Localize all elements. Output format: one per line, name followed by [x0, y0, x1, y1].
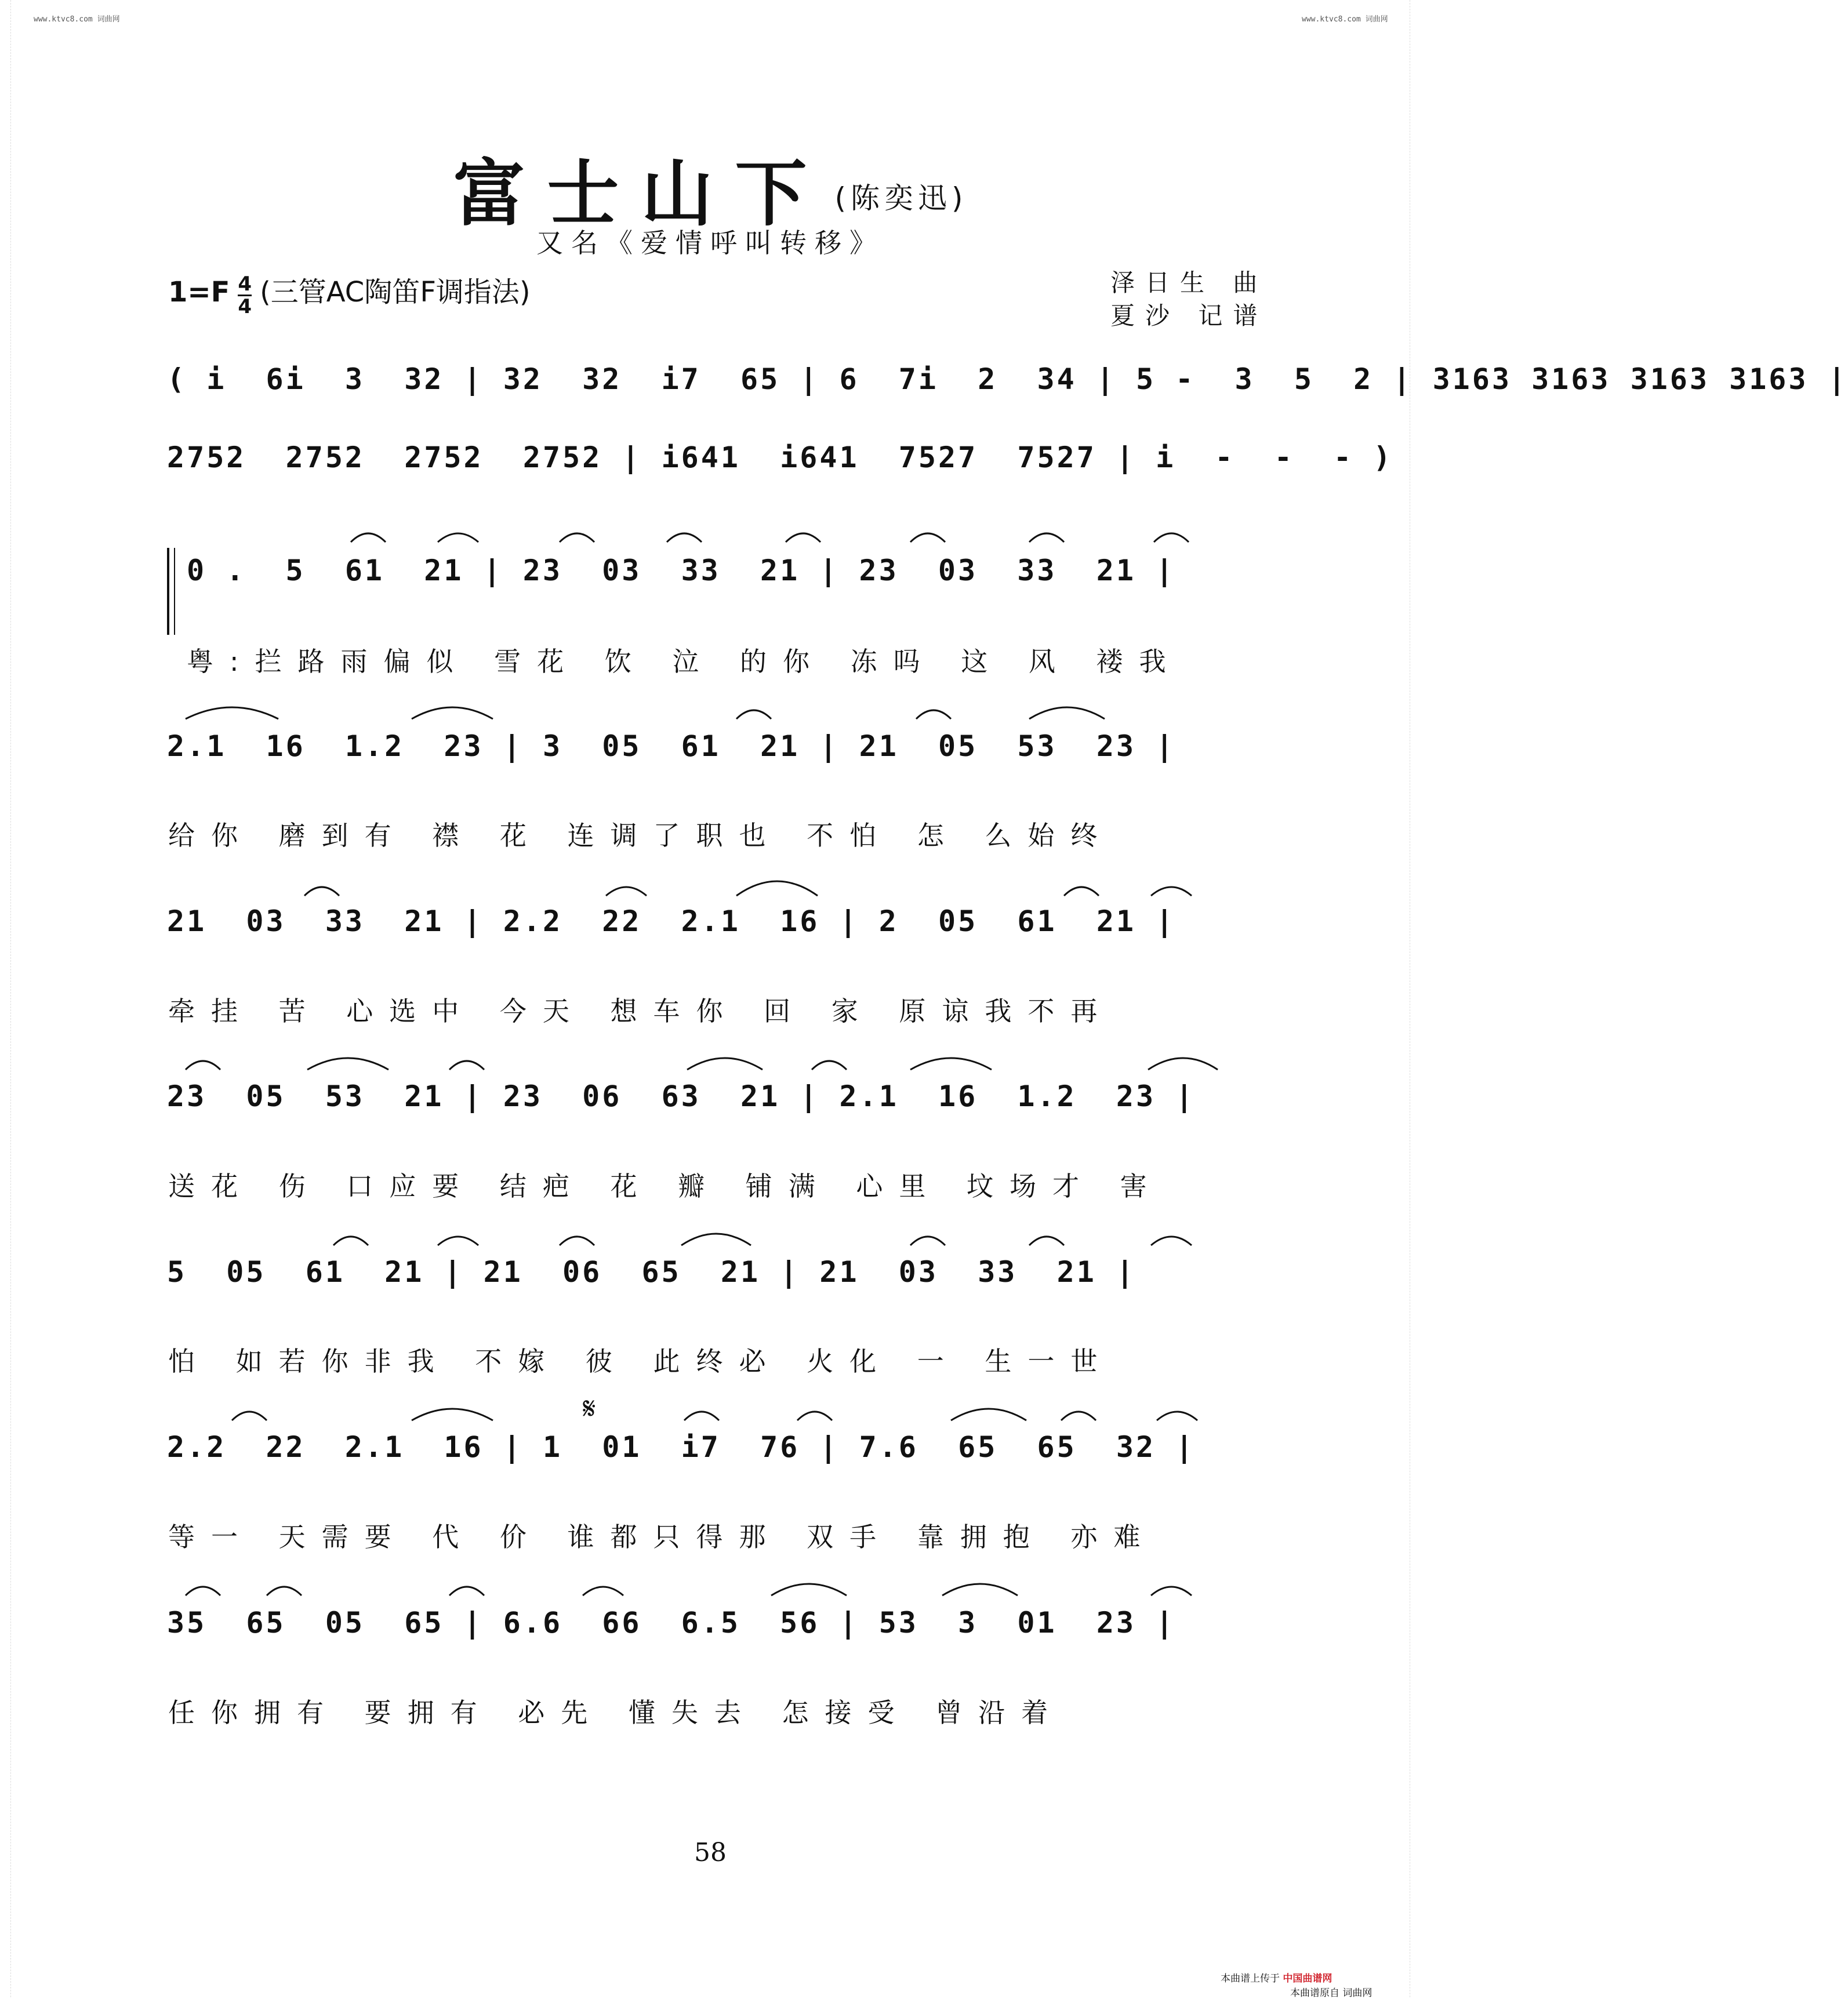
key-label: 1=F [168, 276, 230, 308]
slur-arc [667, 533, 702, 542]
slur-arc [307, 1058, 389, 1070]
slur-arc [1151, 887, 1192, 896]
slur-arc [186, 707, 278, 719]
slur-arc [736, 881, 818, 896]
site-watermark-left: www.ktvc8.com 词曲网 [34, 15, 120, 24]
system-7-notes: 35 65 05 65 | 6.6 66 6.5 56 | 53 3 01 23 | [167, 1606, 1176, 1640]
system-2-lyrics: 给你 磨到有 襟 花 连调了职也 不怕 怎 么始终 [168, 820, 1114, 851]
slur-arc [910, 1058, 992, 1070]
system-2-notes: 2.1 16 1.2 23 | 3 05 61 21 | 21 05 53 23 | [167, 729, 1176, 763]
site-watermark-right: www.ktvc8.com 词曲网 [1302, 15, 1388, 24]
slur-arc [583, 1587, 623, 1595]
slur-arc [186, 1587, 220, 1595]
system-7-lyrics: 任你拥有 要拥有 必先 懂失去 怎接受 曾沿着 [168, 1697, 1065, 1728]
slur-arc [1064, 887, 1099, 896]
slur-arc [1061, 1412, 1096, 1420]
system-5-lyrics: 怕 如若你非我 不嫁 彼 此终必 火化 一 生一世 [168, 1346, 1114, 1377]
slur-arc [1151, 1587, 1192, 1595]
system-1-notes: 0 . 5 61 21 | 23 03 33 21 | 23 03 33 21 | [187, 554, 1176, 587]
slur-arc [1157, 1412, 1197, 1420]
slur-arc [812, 1061, 847, 1070]
system-6-notes: 2.2 22 2.1 16 | 1 01 i7 76 | 7.6 65 65 32 | [167, 1430, 1196, 1464]
system-3-lyrics: 牵挂 苦 心选中 今天 想车你 回 家 原谅我不再 [168, 995, 1114, 1027]
footer-credit [1221, 1970, 1372, 1999]
footer-text: 本曲谱上传于 [1221, 1973, 1280, 1985]
slur-arc [606, 887, 647, 896]
footer-sub: 本曲谱原自 词曲网 [1290, 1987, 1373, 1999]
slur-arc [304, 887, 339, 896]
title-main: 富士山下 [453, 152, 829, 236]
slur-arc [560, 533, 594, 542]
system-6-lyrics: 等一 天需要 代 价 谁都只得那 双手 靠拥抱 亦难 [168, 1521, 1157, 1553]
slur-arc [560, 1237, 594, 1245]
slur-arc [333, 1237, 368, 1245]
slur-arc [684, 1412, 719, 1420]
time-signature: $\frac{4}{4}$ [238, 272, 252, 318]
slur-arc [687, 1058, 763, 1070]
slur-arc [449, 1061, 484, 1070]
slur-arc [267, 1587, 302, 1595]
slur-arc [438, 1237, 478, 1245]
system-4-lyrics: 送花 伤 口应要 结疤 花 瓣 铺满 心里 坟场才 害 [168, 1171, 1163, 1202]
slur-arc [951, 1409, 1026, 1420]
slur-arc [910, 1237, 945, 1245]
slur-arc [681, 1234, 751, 1245]
slur-arc [797, 1412, 832, 1420]
slur-arc [351, 533, 386, 542]
slur-arc [1029, 707, 1105, 719]
slur-arc [1154, 533, 1189, 542]
slur-arc [1029, 1237, 1064, 1245]
page-number: 58 [694, 1838, 727, 1867]
slur-arc [736, 710, 771, 719]
system-4-notes: 23 05 53 21 | 23 06 63 21 | 2.1 16 1.2 23 | [167, 1080, 1196, 1113]
system-1-lyrics: 粤:拦路雨偏似 雪花 饮 泣 的你 冻吗 这 风 褛我 [187, 646, 1182, 677]
slur-arc [1148, 1058, 1218, 1070]
fingering-note: (三管AC陶笛F调指法) [260, 276, 531, 308]
title-singer: (陈奕迅) [834, 181, 968, 215]
transcriber-credit: 夏沙 记谱 [1110, 301, 1268, 330]
footer-brand: 中国曲谱网 [1283, 1973, 1333, 1985]
slur-arc [412, 707, 493, 719]
slur-arc [412, 1409, 493, 1420]
slur-arc [232, 1412, 267, 1420]
system-3-notes: 21 03 33 21 | 2.2 22 2.1 16 | 2 05 61 21 | [167, 904, 1176, 938]
slur-arc [1029, 533, 1064, 542]
slur-arc [942, 1584, 1018, 1595]
slur-arc [186, 1061, 220, 1070]
prelude-line-2: 2752 2752 2752 2752 | i641 i641 7527 7527 | i - - - ) [167, 441, 1393, 474]
slur-arc [438, 533, 478, 542]
system-5-notes: 5 05 61 21 | 21 06 65 21 | 21 03 33 21 | [167, 1255, 1137, 1289]
slur-arc [771, 1584, 847, 1595]
slur-arc [786, 533, 820, 542]
prelude-line-1: ( i 6i 3 32 | 32 32 i7 65 | 6 7i 2 34 | 5 - 3 5 2 | 3163 3163 3163 3163 | [167, 362, 1848, 396]
slur-arc [449, 1587, 484, 1595]
slur-arc [1151, 1237, 1192, 1245]
song-alias: 又名《爱情呼叫转移》 [536, 227, 884, 259]
slur-arc [910, 533, 945, 542]
composer-credit: 泽日生 曲 [1110, 268, 1268, 297]
slur-arc [916, 710, 951, 719]
segno-sign: 𝄋 [583, 1391, 596, 1426]
